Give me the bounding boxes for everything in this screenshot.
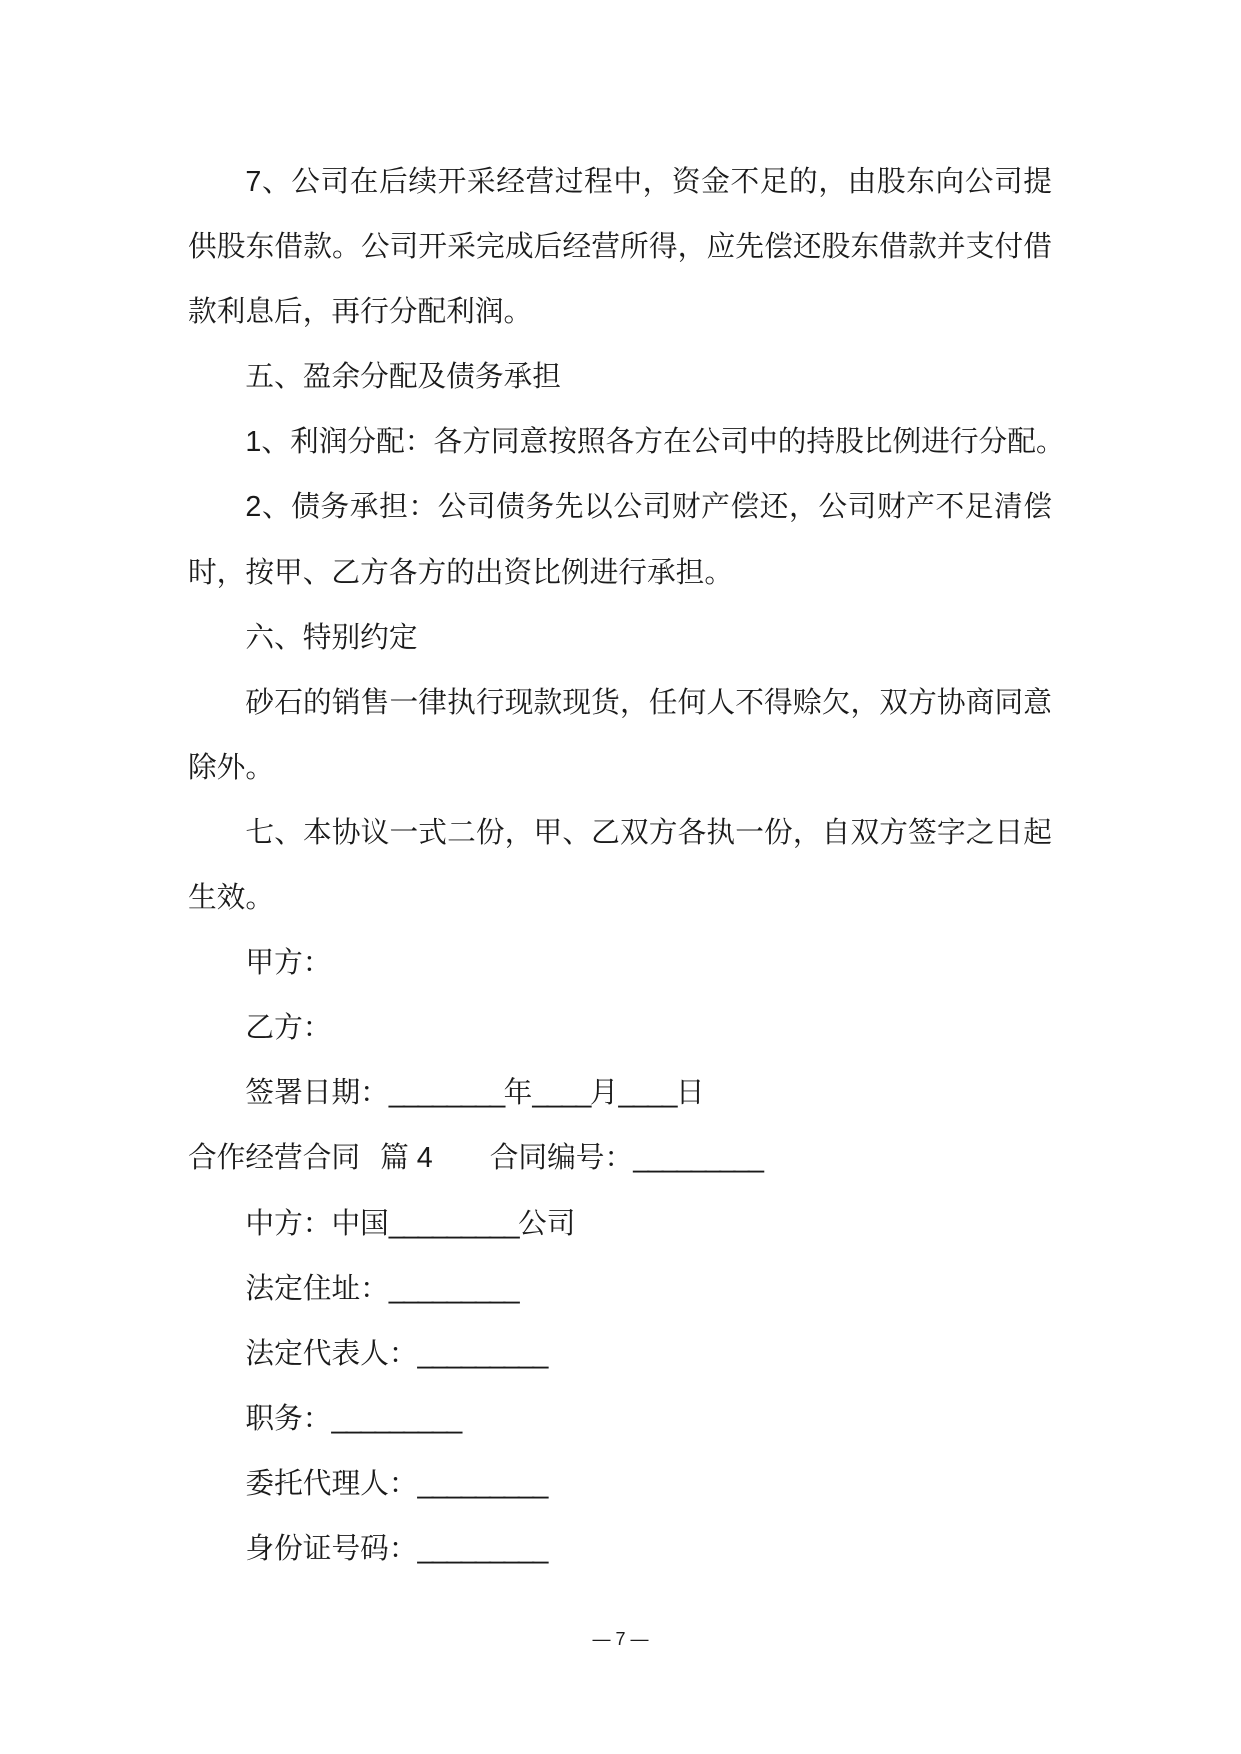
chinese-party: 中方：中国_________公司 <box>245 1207 576 1240</box>
fill-in-blank: ____ <box>532 1077 590 1110</box>
document-body <box>188 150 1065 1582</box>
party-a-signature: 甲方： <box>245 947 332 980</box>
fill-in-blank: ________ <box>388 1077 504 1110</box>
fill-in-blank: _________ <box>417 1467 547 1500</box>
signing-date: 签署日期：________年____月____日 <box>245 1077 705 1110</box>
section-5-heading: 五、盈余分配及债务承担 <box>245 361 561 394</box>
legal-address: 法定住址：_________ <box>245 1272 519 1305</box>
section-5-item-2-line-1: 2、债务承担：公司债务先以公司财产偿还，公司财产不足清偿 <box>245 491 1052 524</box>
clause-7-line-3: 款利息后，再行分配利润。 <box>188 296 533 329</box>
contract-number: 合同编号：_________ <box>489 1142 763 1175</box>
clause-7-line-2: 供股东借款。公司开采完成后经营所得，应先偿还股东借款并支付借 <box>188 231 1052 264</box>
fill-in-blank: _________ <box>331 1402 461 1435</box>
section-6-heading: 六、特别约定 <box>245 621 418 654</box>
party-b-signature: 乙方： <box>245 1012 332 1045</box>
fill-in-blank: _________ <box>388 1207 519 1240</box>
id-number: 身份证号码：_________ <box>245 1532 547 1565</box>
page-number: — 7 — <box>592 1629 649 1649</box>
fill-in-blank: _________ <box>388 1272 519 1305</box>
legal-representative: 法定代表人：_________ <box>245 1337 547 1370</box>
fill-in-blank: _________ <box>417 1337 547 1370</box>
fill-in-blank: _________ <box>417 1532 547 1565</box>
section-5-item-2-line-2: 时，按甲、乙方各方的出资比例进行承担。 <box>188 556 734 589</box>
authorized-agent: 委托代理人：_________ <box>245 1467 547 1500</box>
section-7-line-1: 七、本协议一式二份，甲、乙双方各执一份，自双方签字之日起 <box>245 816 1052 849</box>
section-7-line-2: 生效。 <box>188 882 275 915</box>
section-5-item-1: 1、利润分配：各方同意按照各方在公司中的持股比例进行分配。 <box>245 426 1065 459</box>
contract-part-number: 篇 4 <box>380 1142 433 1175</box>
section-6-body-line-2: 除外。 <box>188 751 275 784</box>
contract-title: 合作经营合同 <box>188 1142 361 1175</box>
fill-in-blank: ____ <box>618 1077 676 1110</box>
fill-in-blank: _________ <box>633 1142 763 1175</box>
section-6-body-line-1: 砂石的销售一律执行现款现货，任何人不得赊欠，双方协商同意 <box>245 686 1052 719</box>
position: 职务：_________ <box>245 1402 461 1435</box>
contract-heading <box>188 1126 1052 1191</box>
clause-7-line-1: 7、公司在后续开采经营过程中，资金不足的，由股东向公司提 <box>245 166 1052 198</box>
